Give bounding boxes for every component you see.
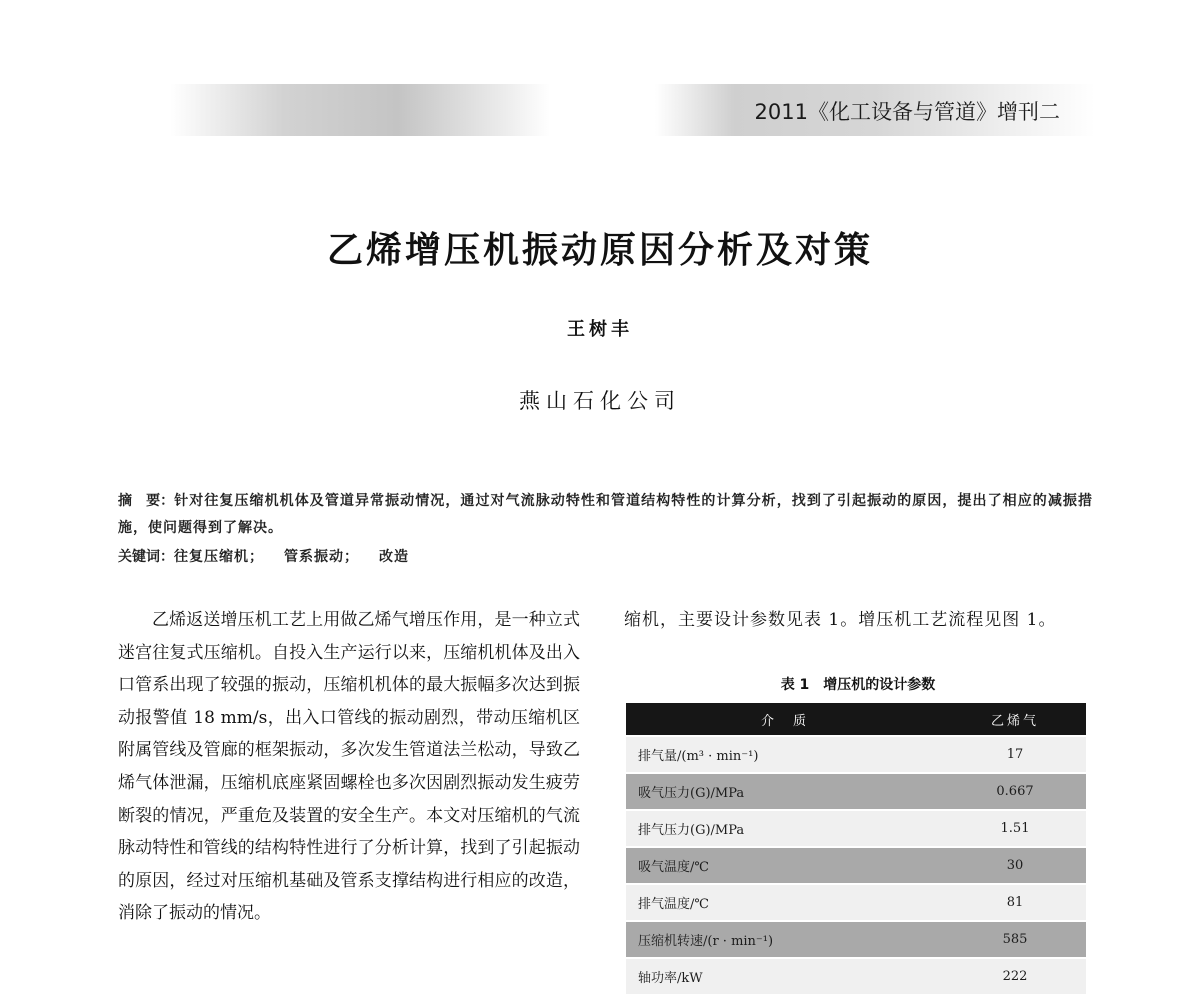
- table-cell-key: 排气温度/℃: [626, 884, 944, 921]
- author: 王树丰: [567, 319, 633, 340]
- table-cell-key: 吸气温度/℃: [626, 847, 944, 884]
- body-paragraph: 乙烯返送增压机工艺上用做乙烯气增压作用，是一种立式迷宫往复式压缩机。自投入生产运行以来，压缩机机体及出入口管系出现了较强的振动，压缩机机体的最大振幅多次达到振动报警值 18 mm/s，出入口管线的振动剧烈，带动压缩机区附属管线及管廊的框架振动，多次发生管道法兰松动，导致乙烯气体泄漏，压缩机底座紧固螺栓也多次因剧烈振动发生疲劳断裂的情况，严重危及装置的安全生产。本文对压缩机的气流脉动特性和管线的结构特性进行了分析计算，找到了引起振动的原因，经过对压缩机基础及管系支撑结构进行相应的改造，消除了振动的情况。: [118, 610, 580, 924]
- header-band-left: [170, 84, 550, 136]
- keywords: [118, 544, 1093, 571]
- table-cell-key: 排气压力(G)/MPa: [626, 810, 944, 847]
- table-cell-value: 1.51: [944, 810, 1086, 847]
- design-parameters-table: [626, 703, 1086, 994]
- keywords-label: 关键词：: [118, 549, 174, 565]
- abstract-text: 针对往复压缩机机体及管道异常振动情况，通过对气流脉动特性和管道结构特性的计算分析，找到了引起振动的原因，提出了相应的减振措施，使问题得到了解决。: [118, 493, 1093, 536]
- table-row: [626, 958, 1086, 994]
- table-row: [626, 773, 1086, 810]
- table-cell-value: 30: [944, 847, 1086, 884]
- table-cell-key: 吸气压力(G)/MPa: [626, 773, 944, 810]
- table-row: [626, 921, 1086, 958]
- table-row: [626, 847, 1086, 884]
- table-header-row: [626, 703, 1086, 736]
- table-cell-key: 轴功率/kW: [626, 958, 944, 994]
- table-caption: 表 1 增压机的设计参数: [780, 677, 936, 693]
- body-right-column: 缩机，主要设计参数见表 1。增压机工艺流程见图 1。: [624, 610, 1057, 630]
- table-row: [626, 736, 1086, 773]
- body-left-column: [118, 604, 580, 930]
- affiliation: 燕山石化公司: [519, 389, 681, 413]
- abstract-label: 摘 要：: [118, 493, 175, 509]
- paper-title: 乙烯增压机振动原因分析及对策: [326, 230, 873, 271]
- table-cell-value: 585: [944, 921, 1086, 958]
- table-cell-value: 17: [944, 736, 1086, 773]
- table-cell-value: 222: [944, 958, 1086, 994]
- table-row: [626, 810, 1086, 847]
- keyword-item: 管系振动；: [284, 549, 359, 565]
- table-cell-key: 排气量/(m³ · min⁻¹): [626, 736, 944, 773]
- table-cell-key: 压缩机转速/(r · min⁻¹): [626, 921, 944, 958]
- keyword-item: 往复压缩机；: [174, 549, 264, 565]
- table-header-gas: 乙烯气: [944, 703, 1086, 736]
- abstract: [118, 488, 1093, 542]
- table-cell-value: 81: [944, 884, 1086, 921]
- table-header-medium: 介 质: [626, 703, 944, 736]
- journal-header: 2011《化工设备与管道》增刊二: [754, 100, 1060, 124]
- keyword-item: 改造: [379, 549, 409, 565]
- table-cell-value: 0.667: [944, 773, 1086, 810]
- table-row: [626, 884, 1086, 921]
